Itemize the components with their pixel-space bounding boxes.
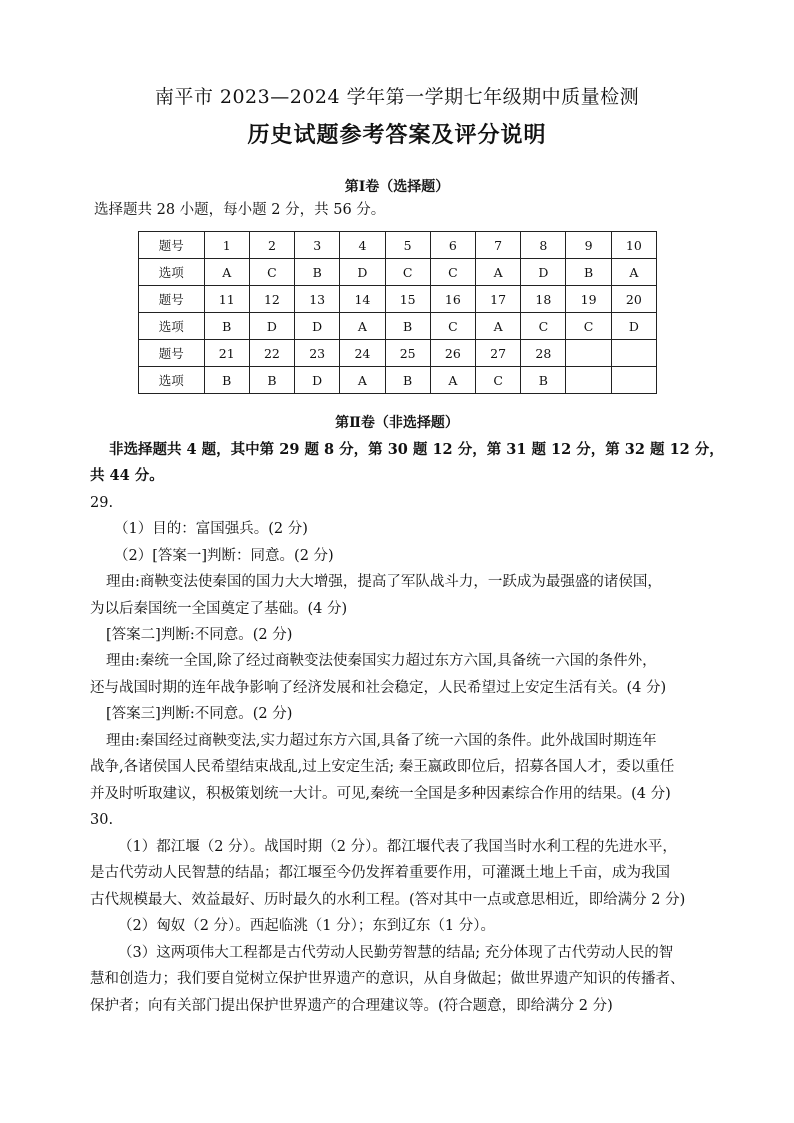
answer-cell (566, 340, 611, 367)
answer-cell: 8 (521, 232, 566, 259)
answer-cell: 17 (476, 286, 521, 313)
answer-cell: 22 (249, 340, 294, 367)
part1-intro: 选择题共 28 小题，每小题 2 分，共 56 分。 (94, 202, 386, 218)
answer-cell: D (611, 313, 656, 340)
answer-cell: B (385, 313, 430, 340)
answer-cell: 9 (566, 232, 611, 259)
answer-table-row (139, 340, 657, 367)
answer-cell (611, 367, 656, 394)
answer-cell: A (204, 259, 249, 286)
body-text-line: 还与战国时期的连年战争影响了经济发展和社会稳定，人民希望过上安定生活有关。(4 分) (90, 680, 667, 696)
answer-cell: A (476, 259, 521, 286)
row-label: 选项 (139, 367, 205, 394)
body-text-line: 是古代劳动人民智慧的结晶；都江堰至今仍发挥着重要作用，可灌溉土地上千亩，成为我国 (90, 865, 670, 881)
answer-cell: 27 (476, 340, 521, 367)
answer-cell: D (340, 259, 385, 286)
body-text-line: （1）都江堰（2 分）。战国时期（2 分）。都江堰代表了我国当时水利工程的先进水平， (118, 839, 677, 855)
body-text-line: （2）[答案一]判断：同意。(2 分) (114, 548, 334, 564)
row-label: 选项 (139, 259, 205, 286)
body-text-line: （1）目的：富国强兵。(2 分) (114, 521, 308, 537)
answer-cell: 16 (430, 286, 475, 313)
answer-cell: 25 (385, 340, 430, 367)
answer-cell: D (249, 313, 294, 340)
answer-cell: D (521, 259, 566, 286)
answer-cell: 23 (295, 340, 340, 367)
body-text-line: 非选择题共 4 题，其中第 29 题 8 分，第 30 题 12 分，第 31 题 12 分，第 32 题 12 分， (109, 441, 724, 458)
answer-cell: A (340, 313, 385, 340)
body-text-line: 理由:秦统一全国,除了经过商鞅变法使秦国实力超过东方六国,具备统一六国的条件外， (106, 653, 657, 669)
part2-heading: 第Ⅱ卷（非选择题） (335, 415, 459, 431)
answer-table-row (139, 313, 657, 340)
answer-cell: 6 (430, 232, 475, 259)
answer-cell: 26 (430, 340, 475, 367)
body-text-line: [答案二]判断:不同意。(2 分) (106, 627, 293, 643)
answer-table-row (139, 286, 657, 313)
body-text-line: 古代规模最大、效益最好、历时最久的水利工程。(答对其中一点或意思相近，即给满分 2 分) (90, 892, 686, 908)
answer-cell: 13 (295, 286, 340, 313)
body-text-line: 29. (90, 495, 114, 511)
body-text-line: 慧和创造力；我们要自觉树立保护世界遗产的意识，从自身做起；做世界遗产知识的传播者、 (90, 971, 685, 987)
exam-title: 南平市 2023—2024 学年第一学期七年级期中质量检测 (154, 86, 640, 108)
answer-cell: A (430, 367, 475, 394)
answer-cell (611, 340, 656, 367)
answer-cell: C (430, 313, 475, 340)
answer-cell: 7 (476, 232, 521, 259)
answer-cell: B (385, 367, 430, 394)
answer-cell: 11 (204, 286, 249, 313)
answer-cell: 12 (249, 286, 294, 313)
answer-cell: 2 (249, 232, 294, 259)
answer-cell: B (566, 259, 611, 286)
answer-cell: A (611, 259, 656, 286)
body-text-line: 理由:秦国经过商鞅变法,实力超过东方六国,具备了统一六国的条件。此外战国时期连年 (106, 733, 657, 749)
body-text-line: 保护者；向有关部门提出保护世界遗产的合理建议等。(符合题意，即给满分 2 分) (90, 998, 613, 1014)
body-text-line: （2）匈奴（2 分）。西起临洮（1 分）；东到辽东（1 分）。 (118, 918, 495, 934)
answer-cell: C (476, 367, 521, 394)
answer-table-row (139, 367, 657, 394)
body-text-line: 战争,各诸侯国人民希望结束战乱,过上安定生活; 秦王嬴政即位后，招募各国人才，委以重任 (90, 759, 675, 775)
body-text-line: [答案三]判断:不同意。(2 分) (106, 706, 293, 722)
answer-cell: 1 (204, 232, 249, 259)
answer-cell: 4 (340, 232, 385, 259)
body-text-line: 共 44 分。 (90, 467, 164, 484)
answer-cell: B (204, 313, 249, 340)
answer-cell: 24 (340, 340, 385, 367)
answer-cell: 15 (385, 286, 430, 313)
answer-cell: 14 (340, 286, 385, 313)
row-label: 题号 (139, 340, 205, 367)
row-label: 题号 (139, 286, 205, 313)
answer-cell: 10 (611, 232, 656, 259)
answer-cell: 28 (521, 340, 566, 367)
answer-cell: 21 (204, 340, 249, 367)
answer-cell: 5 (385, 232, 430, 259)
answer-cell: C (385, 259, 430, 286)
answer-table-row (139, 232, 657, 259)
answer-cell: 18 (521, 286, 566, 313)
answer-cell: B (204, 367, 249, 394)
body-text-line: 为以后秦国统一全国奠定了基础。(4 分) (90, 601, 348, 617)
answer-cell: B (249, 367, 294, 394)
answer-cell: C (249, 259, 294, 286)
row-label: 选项 (139, 313, 205, 340)
row-label: 题号 (139, 232, 205, 259)
document-subtitle: 历史试题参考答案及评分说明 (247, 122, 547, 148)
answer-cell: A (476, 313, 521, 340)
answer-table (138, 231, 657, 394)
answer-cell (566, 367, 611, 394)
body-text-line: 30. (90, 812, 114, 828)
body-text-line: 并及时听取建议，积极策划统一大计。可见,秦统一全国是多种因素综合作用的结果。(4 分) (90, 786, 671, 802)
answer-cell: 3 (295, 232, 340, 259)
answer-cell: A (340, 367, 385, 394)
body-text-line: （3）这两项伟大工程都是古代劳动人民勤劳智慧的结晶; 充分体现了古代劳动人民的智 (118, 945, 674, 961)
answer-cell: B (295, 259, 340, 286)
answer-cell: 19 (566, 286, 611, 313)
answer-cell: D (295, 313, 340, 340)
answer-table-row (139, 259, 657, 286)
part1-heading: 第Ⅰ卷（选择题） (344, 179, 450, 195)
answer-cell: C (566, 313, 611, 340)
answer-cell: C (430, 259, 475, 286)
answer-cell: 20 (611, 286, 656, 313)
answer-cell: C (521, 313, 566, 340)
answer-cell: D (295, 367, 340, 394)
answer-cell: B (521, 367, 566, 394)
body-text-line: 理由:商鞅变法使秦国的国力大大增强，提高了军队战斗力，一跃成为最强盛的诸侯国， (106, 574, 662, 590)
